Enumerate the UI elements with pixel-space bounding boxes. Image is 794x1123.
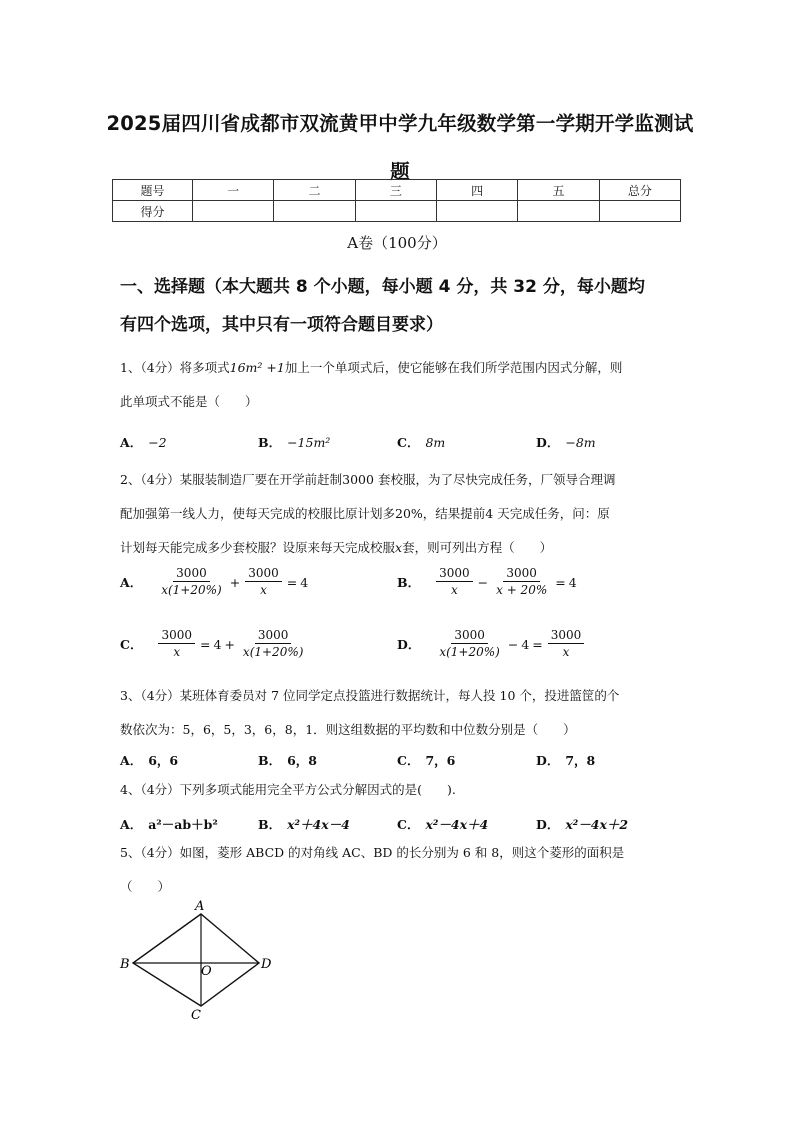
fraction	[436, 628, 503, 660]
option-label: B．	[258, 817, 282, 832]
q1-option-c[interactable]	[397, 433, 445, 451]
option-text: −2	[148, 435, 167, 450]
q2-option-c[interactable]	[120, 628, 308, 660]
q4-option-d[interactable]	[536, 815, 628, 833]
point-label-c: C	[191, 1008, 201, 1023]
q2-option-d[interactable]	[397, 628, 586, 660]
score-table-header-row	[113, 180, 681, 201]
score-input-cell[interactable]	[599, 201, 680, 222]
fraction	[548, 628, 585, 660]
score-header-cell: 总分	[599, 180, 680, 201]
equals-sign: =	[200, 636, 211, 652]
score-input-cell[interactable]	[193, 201, 274, 222]
question-1-suffix: 加上一个单项式后，使它能够在我们所学范围内因式分解，则	[284, 360, 623, 375]
option-label: B．	[258, 753, 282, 768]
title-line-2: 题	[390, 160, 410, 183]
denominator: x(1+20%)	[439, 645, 500, 659]
part1-heading-line-1: 一、选择题（本大题共 8 个小题，每小题 4 分，共 32 分，每小题均	[120, 277, 645, 297]
equals-sign: =	[286, 574, 298, 590]
numerator: 3000	[255, 628, 292, 644]
point-label-o: O	[201, 964, 212, 979]
score-table	[112, 179, 681, 222]
rhs-value: 4	[568, 574, 577, 590]
numerator: 3000	[451, 628, 488, 644]
part1-heading	[120, 268, 680, 344]
minus-sign: −	[507, 636, 519, 652]
denominator: x	[173, 645, 181, 659]
option-label: A．	[120, 575, 143, 590]
numerator: 3000	[245, 566, 282, 582]
numerator: 3000	[548, 628, 585, 644]
fraction	[436, 566, 473, 598]
question-5	[120, 836, 678, 904]
question-2-line-1: 2、（4分）某服装制造厂要在开学前赶制3000 套校服，为了尽快完成任务，厂领导合理调	[120, 472, 616, 487]
option-text: x²＋4x－4	[287, 817, 350, 832]
question-1-prefix: 1、（4分）将多项式	[120, 360, 230, 375]
question-2	[120, 463, 678, 565]
fraction	[158, 566, 225, 598]
option-label: C．	[120, 637, 143, 652]
q4-option-a[interactable]	[120, 815, 218, 833]
q3-option-c[interactable]	[397, 751, 455, 769]
question-2-line-3-b: 套，则可列出方程（ ）	[402, 540, 553, 555]
score-header-cell: 五	[518, 180, 599, 201]
denominator: x	[260, 583, 267, 597]
q3-option-a[interactable]	[120, 751, 178, 769]
option-text: 6，6	[148, 753, 179, 768]
question-2-variable: x	[395, 540, 403, 555]
fraction	[493, 566, 550, 598]
question-2-line-3-a: 计划每天能完成多少套校服？设原来每天完成校服	[120, 540, 396, 555]
q3-option-d[interactable]	[536, 751, 595, 769]
q3-option-b[interactable]	[258, 751, 317, 769]
q1-option-a[interactable]	[120, 433, 167, 451]
denominator: x	[450, 583, 458, 597]
option-text: 8m	[425, 435, 446, 450]
question-2-line-2: 配加强第一线人力，使每天完成的校服比原计划多20%，结果提前4 天完成任务，问：原	[120, 506, 610, 521]
q1-option-b[interactable]	[258, 433, 330, 451]
score-header-cell: 二	[274, 180, 355, 201]
question-4-line-1: 4、（4分）下列多项式能用完全平方公式分解因式的是( ).	[120, 782, 456, 797]
option-text: 6，8	[287, 753, 317, 768]
score-header-cell: 题号	[113, 180, 193, 201]
option-text: −8m	[565, 435, 596, 450]
denominator: x	[562, 645, 570, 659]
numerator: 3000	[436, 566, 473, 582]
score-input-cell[interactable]	[518, 201, 599, 222]
option-text: 7，8	[565, 753, 596, 768]
title-line-1: 2025届四川省成都市双流黄甲中学九年级数学第一学期开学监测试	[106, 112, 694, 135]
score-header-cell: 四	[436, 180, 517, 201]
option-label: D．	[536, 435, 560, 450]
option-label: D．	[397, 637, 421, 652]
numerator: 3000	[158, 628, 195, 644]
question-2-line-3	[120, 531, 678, 565]
score-table-score-row	[113, 201, 681, 222]
part1-heading-line-2: 有四个选项，其中只有一项符合题目要求）	[120, 315, 443, 335]
option-label: A．	[120, 817, 143, 832]
q2-option-b[interactable]	[397, 566, 577, 598]
question-1-expression: 16m² +1	[229, 360, 285, 375]
option-label: C．	[397, 817, 420, 832]
section-a-heading: A卷（100分）	[347, 234, 447, 252]
fraction	[245, 566, 282, 598]
option-label: B．	[397, 575, 421, 590]
equals-sign: =	[555, 574, 566, 590]
option-text: −15m²	[287, 435, 331, 450]
value-four: 4	[521, 636, 530, 652]
rhombus-diagram	[115, 898, 285, 1023]
q1-option-d[interactable]	[536, 433, 596, 451]
question-3	[120, 679, 678, 747]
rhs-value: 4	[300, 574, 309, 590]
question-5-line-1: 5、（4分）如图，菱形 ABCD 的对角线 AC、BD 的长分别为 6 和 8，则这个菱形的面积是	[120, 845, 625, 860]
score-row-label: 得分	[113, 201, 193, 222]
q2-option-a[interactable]	[120, 566, 308, 598]
denominator: x + 20%	[496, 583, 548, 597]
option-label: A．	[120, 435, 143, 450]
option-text: x²－4x＋2	[565, 817, 629, 832]
point-label-d: D	[261, 957, 272, 972]
minus-sign: −	[477, 574, 489, 590]
question-1	[120, 351, 678, 419]
option-label: A．	[120, 753, 143, 768]
plus-sign: +	[224, 636, 235, 652]
point-label-a: A	[195, 899, 205, 914]
option-text: a²－ab＋b²	[148, 817, 218, 832]
point-label-b: B	[120, 957, 130, 972]
score-input-cell[interactable]	[436, 201, 517, 222]
question-1-line-1	[120, 351, 678, 385]
option-text: 7，6	[425, 753, 456, 768]
score-header-cell: 一	[193, 180, 274, 201]
score-input-cell[interactable]	[355, 201, 436, 222]
option-label: D．	[536, 817, 560, 832]
q4-option-c[interactable]	[397, 815, 488, 833]
question-3-line-2: 数依次为：5，6，5，3，6，8，1．则这组数据的平均数和中位数分别是（ ）	[120, 722, 576, 737]
numerator: 3000	[173, 566, 210, 582]
question-4	[120, 773, 678, 807]
option-label: B．	[258, 435, 282, 450]
plus-sign: +	[229, 574, 241, 590]
question-5-line-2: （ ）	[120, 879, 171, 894]
option-label: C．	[397, 753, 420, 768]
denominator: x(1+20%)	[242, 645, 304, 659]
option-text: x²－4x＋4	[425, 817, 489, 832]
option-label: C．	[397, 435, 420, 450]
question-1-line-2: 此单项式不能是（ ）	[120, 394, 258, 409]
fraction	[158, 628, 195, 660]
q4-option-b[interactable]	[258, 815, 350, 833]
denominator: x(1+20%)	[161, 583, 222, 597]
equals-sign: =	[532, 636, 543, 652]
fraction	[240, 628, 307, 660]
rhombus-outline	[133, 914, 259, 1006]
question-3-line-1: 3、（4分）某班体育委员对 7 位同学定点投篮进行数据统计，每人投 10 个，投进篮筐的个	[120, 688, 620, 703]
option-label: D．	[536, 753, 560, 768]
numerator: 3000	[503, 566, 540, 582]
score-input-cell[interactable]	[274, 201, 355, 222]
score-header-cell: 三	[355, 180, 436, 201]
lhs-value: 4	[213, 636, 222, 652]
